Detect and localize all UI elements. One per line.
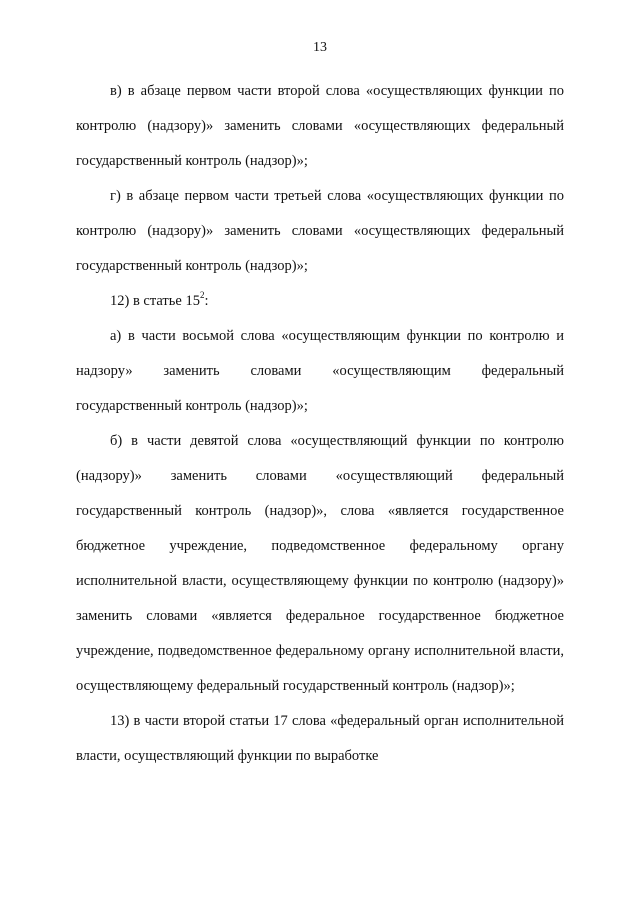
paragraph-b: б) в части девятой слова «осуществляющий функции по контролю (надзору)» заменить словами «осуществляющий федеральный государственный контроль (надзор)», слова «является государственное бюджетное учреждение, подведомственное федеральному органу исполнительной власти, осуществляющему функции по контролю (надзору)» заменить словами «является федеральное государственное бюджетное учреждение, подведомственное федеральному органу исполнительной власти, осуществляющему федеральный государственный контроль (надзор)»; xyxy=(76,433,564,694)
document-body xyxy=(76,74,564,774)
paragraph-item-13: 13) в части второй статьи 17 слова «федеральный орган исполнительной власти, осуществляющий функции по выработке xyxy=(76,713,564,764)
item-12-superscript: 2 xyxy=(199,290,205,300)
page-number: 13 xyxy=(313,40,327,55)
paragraph-item-12 xyxy=(76,284,564,319)
item-12-suffix: : xyxy=(204,293,209,309)
item-12-prefix: 12) в статье 15 xyxy=(110,293,200,309)
paragraph-a: а) в части восьмой слова «осуществляющим функции по контролю и надзору» заменить словами «осуществляющим федеральный государственный контроль (надзор)»; xyxy=(76,328,564,414)
paragraph-g: г) в абзаце первом части третьей слова «осуществляющих функции по контролю (надзору)» заменить словами «осуществляющих федеральный государственный контроль (надзор)»; xyxy=(76,188,564,274)
paragraph-v: в) в абзаце первом части второй слова «осуществляющих функции по контролю (надзору)» заменить словами «осуществляющих федеральный государственный контроль (надзор)»; xyxy=(76,83,564,169)
